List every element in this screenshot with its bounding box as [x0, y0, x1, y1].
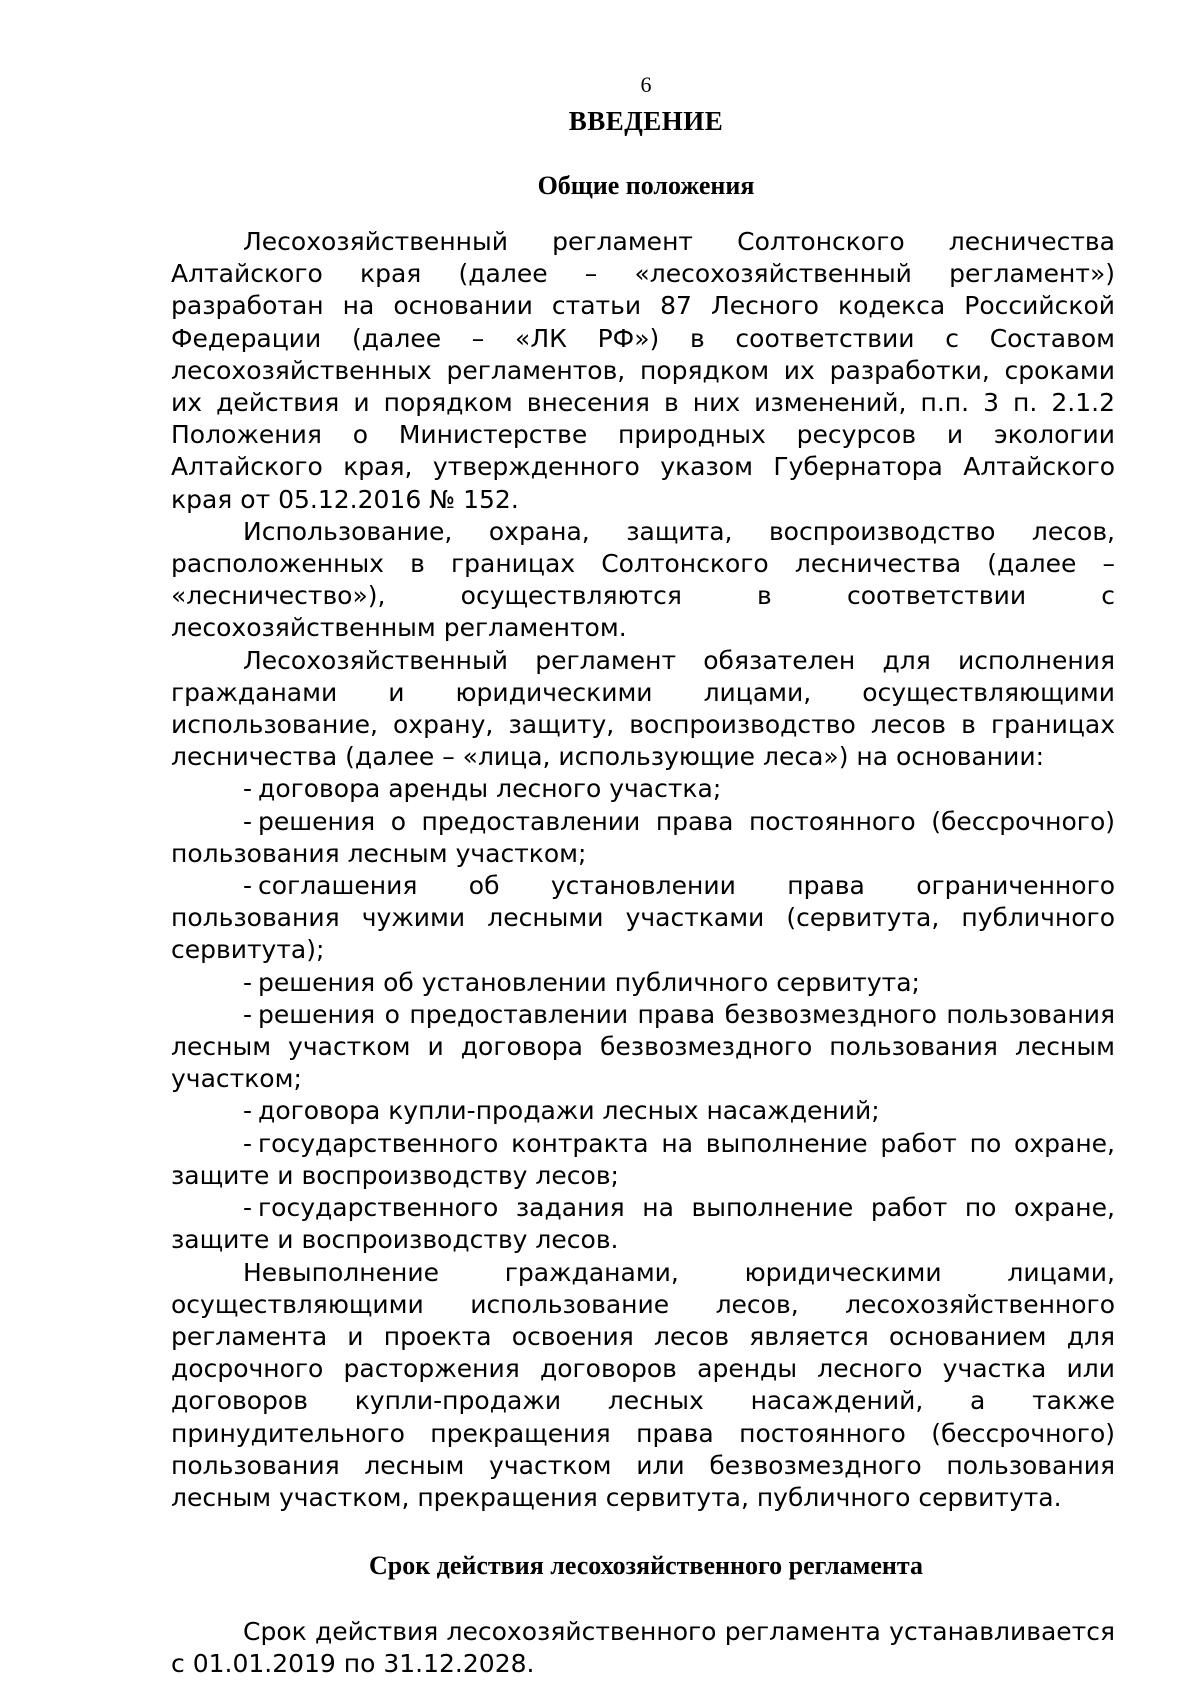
list-item-text: решения о предоставлении права постоянного (бессрочного) пользования лесным участком;	[171, 806, 1115, 868]
list-item	[171, 999, 1115, 1096]
paragraph-forest-use: Использование, охрана, защита, воспроизводство лесов, расположенных в границах Солтонского лесничества (далее – «лесничество»), осуществляются в соответствии с лесохозяйственным регламентом.	[171, 516, 1115, 643]
list-item	[171, 1128, 1115, 1192]
list-item-text: договора аренды лесного участка;	[258, 774, 722, 804]
document-title: ВВЕДЕНИЕ	[568, 106, 724, 136]
paragraph-obligation: Лесохозяйственный регламент обязателен для исполнения гражданами и юридическими лицами, осуществляющими использование, охрану, защиту, воспроизводство лесов в границах лесничества (далее – «лица, использующие леса») на основании:	[171, 645, 1115, 772]
section-heading-term: Срок действия лесохозяйственного регламента	[368, 1551, 924, 1581]
page-number: 6	[640, 72, 652, 97]
paragraph-term: Срок действия лесохозяйственного регламента устанавливается с 01.01.2019 по 31.12.2028.	[171, 1617, 1115, 1679]
list-item	[171, 1192, 1115, 1256]
list-item-text: государственного контракта на выполнение работ по охране, защите и воспроизводству лесов;	[171, 1128, 1115, 1190]
list-item-text: решения об установлении публичного сервитута;	[258, 967, 920, 997]
list-item-text: решения о предоставлении права безвозмездного пользования лесным участком и договора безвозмездного пользования лесным участком;	[171, 999, 1115, 1094]
bullet-dash: -	[243, 774, 253, 804]
list-item	[171, 1095, 1115, 1127]
bullet-dash: -	[243, 806, 253, 836]
paragraph-regulation-basis: Лесохозяйственный регламент Солтонского лесничества Алтайского края (далее – «лесохозяйственный регламент») разработан на основании статьи 87 Лесного кодекса Российской Федерации (далее – «ЛК РФ») в соответствии с Составом лесохозяйственных регламентов, порядком их разработки, сроками их действия и порядком внесения в них изменений, п.п. 3 п. 2.1.2 Положения о Министерстве природных ресурсов и экологии Алтайского края, утвержденного указом Губернатора Алтайского края от 05.12.2016 № 152.	[171, 227, 1115, 514]
list-item-text: соглашения об установлении права ограниченного пользования чужими лесными участками (сервитута, публичного сервитута);	[171, 871, 1115, 965]
paragraph-non-compliance: Невыполнение гражданами, юридическими лицами, осуществляющими использование лесов, лесохозяйственного регламента и проекта освоения лесов является основанием для досрочного расторжения договоров аренды лесного участка или договоров купли-продажи лесных насаждений, а также принудительного прекращения права постоянного (бессрочного) пользования лесным участком или безвозмездного пользования лесным участком, прекращения сервитута, публичного сервитута.	[171, 1257, 1115, 1512]
section-heading-general: Общие положения	[537, 171, 755, 200]
list-item	[171, 773, 1115, 805]
bullet-dash: -	[243, 1193, 253, 1223]
bullet-dash: -	[243, 1096, 253, 1126]
basis-list	[171, 773, 1115, 1256]
document-page	[171, 70, 1115, 1681]
list-item-text: договора купли-продажи лесных насаждений;	[258, 1096, 880, 1126]
list-item	[171, 967, 1115, 999]
bullet-dash: -	[243, 871, 253, 901]
bullet-dash: -	[243, 1128, 253, 1158]
list-item-text: государственного задания на выполнение работ по охране, защите и воспроизводству лесов.	[171, 1193, 1115, 1255]
list-item	[171, 870, 1115, 967]
list-item	[171, 806, 1115, 870]
bullet-dash: -	[243, 967, 253, 997]
bullet-dash: -	[243, 999, 253, 1029]
